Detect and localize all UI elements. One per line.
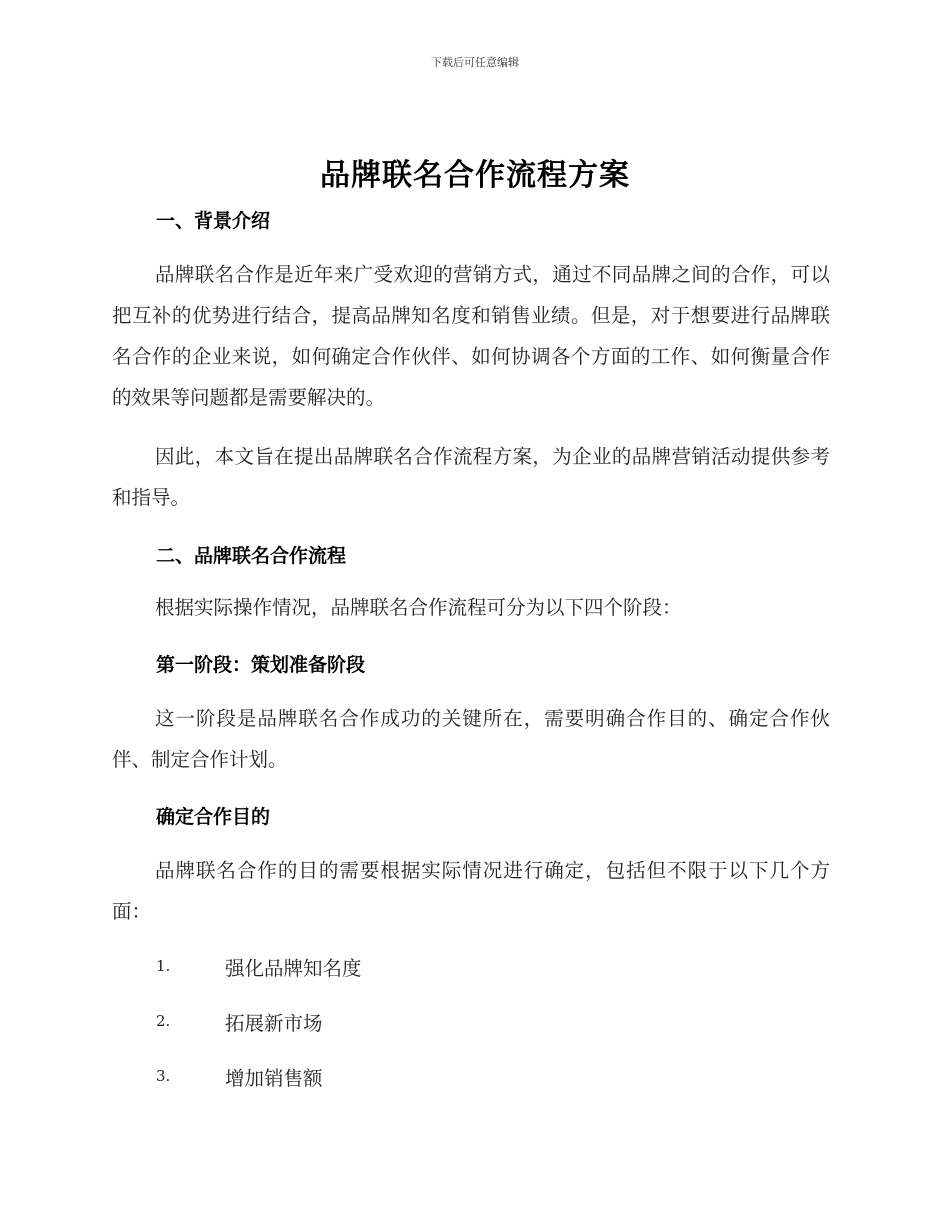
document-title: 品牌联名合作流程方案 [320,158,630,193]
list-text: 拓展新市场 [225,1012,323,1035]
list-number: 2. [156,1012,171,1030]
list-text: 增加销售额 [225,1067,323,1090]
background-paragraph-1: 品牌联名合作是近年来广受欢迎的营销方式，通过不同品牌之间的合作，可以把互补的优势进行结合，提高品牌知名度和销售业绩。但是，对于想要进行品牌联名合作的企业来说，如何确定合作伙伴、如何协调各个方面的工作、如何衡量合作的效果等问题都是需要解决的。 [112,263,830,409]
section-heading-background: 一、背景介绍 [156,210,271,232]
list-item [156,1063,756,1093]
stage1-heading: 第一阶段：策划准备阶段 [156,654,366,676]
background-paragraph-2: 因此，本文旨在提出品牌联名合作流程方案，为企业的品牌营销活动提供参考和指导。 [112,445,830,509]
section-heading-process: 二、品牌联名合作流程 [156,545,347,567]
list-item [156,953,756,983]
list-item [156,1008,756,1038]
process-intro-paragraph: 根据实际操作情况，品牌联名合作流程可分为以下四个阶段： [155,596,682,619]
stage1-paragraph: 这一阶段是品牌联名合作成功的关键所在，需要明确合作目的、确定合作伙伴、制定合作计划。 [112,707,830,771]
list-text: 强化品牌知名度 [225,957,362,980]
list-number: 3. [156,1067,171,1085]
goal-paragraph: 品牌联名合作的目的需要根据实际情况进行确定，包括但不限于以下几个方面： [112,859,830,923]
list-number: 1. [156,957,171,975]
goal-heading: 确定合作目的 [156,806,271,828]
header-note: 下载后可任意编辑 [431,56,519,69]
